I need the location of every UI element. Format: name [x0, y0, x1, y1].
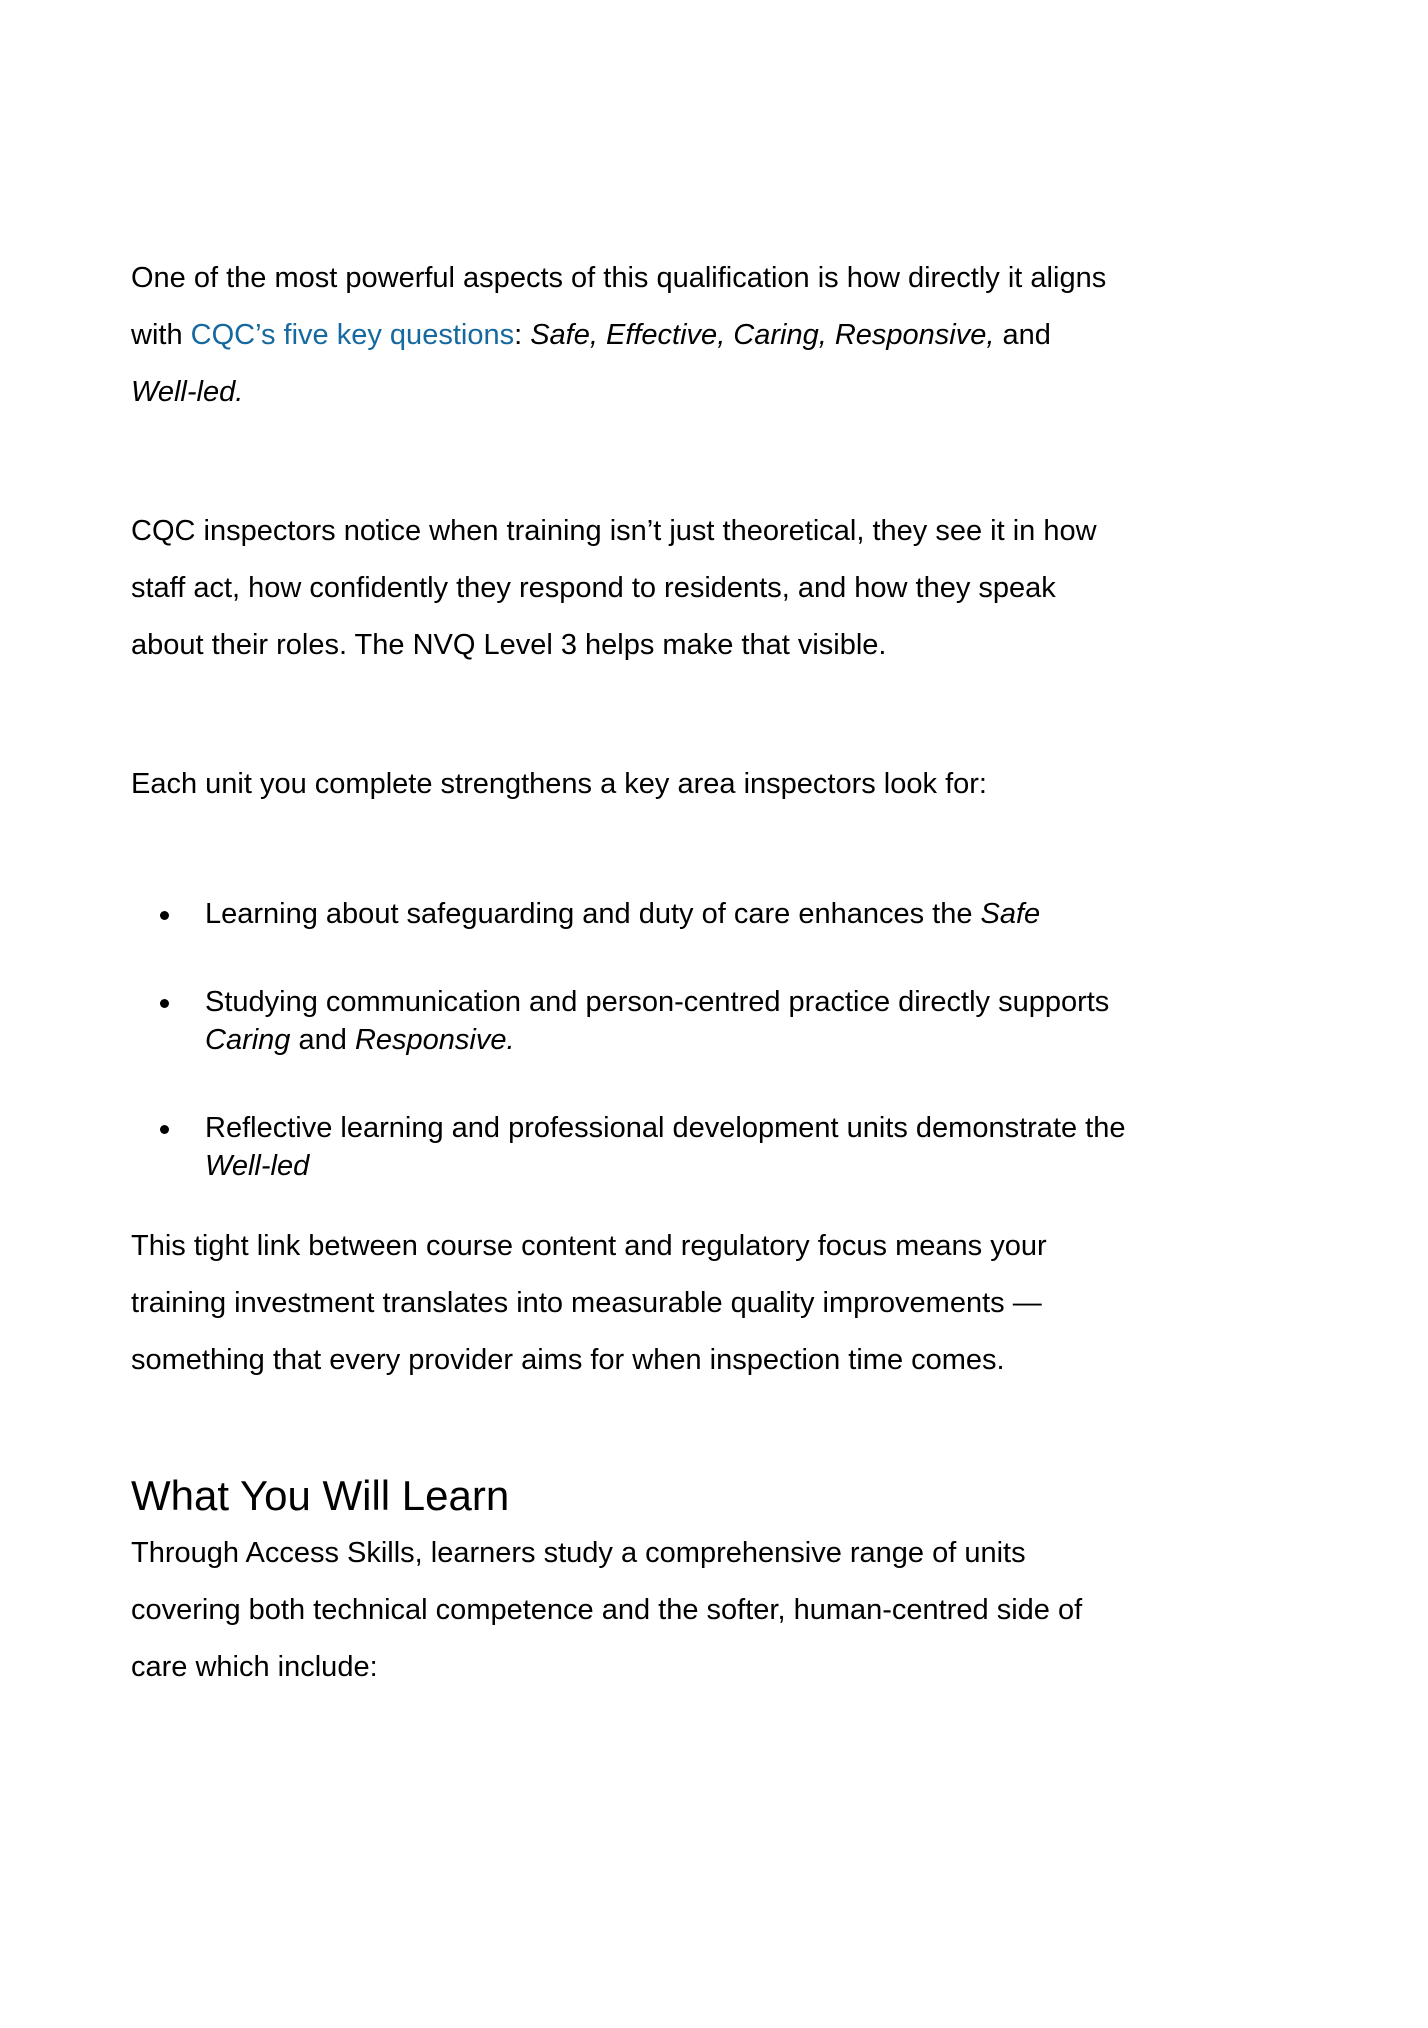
list-item	[131, 983, 1308, 1059]
body-text: Studying communication and person-centred practice directly supports	[205, 986, 1110, 1018]
emphasized-text: Safe	[980, 898, 1041, 930]
body-text: CQC inspectors notice when training isn’t just theoretical, they see it in how	[131, 515, 1097, 547]
text-line	[131, 560, 1308, 617]
body-text: training investment translates into measurable quality improvements —	[131, 1287, 1042, 1319]
text-line	[131, 307, 1308, 364]
text-line	[131, 756, 1308, 813]
text-line	[131, 1582, 1308, 1639]
section-heading	[131, 1471, 1308, 1521]
text-line	[131, 1471, 1308, 1521]
body-text: Each unit you complete strengthens a key area inspectors look for:	[131, 768, 987, 800]
body-text: One of the most powerful aspects of this qualification is how directly it aligns	[131, 262, 1107, 294]
text-line	[205, 1147, 1308, 1185]
text-line	[205, 895, 1308, 933]
text-line	[131, 1639, 1308, 1696]
body-text: staff act, how confidently they respond to residents, and how they speak	[131, 572, 1056, 604]
emphasized-text: Safe, Effective, Caring, Responsive,	[530, 319, 995, 351]
paragraph	[131, 756, 1308, 813]
body-text: Reflective learning and professional development units demonstrate the	[205, 1112, 1126, 1144]
list-item	[131, 895, 1308, 933]
paragraph	[131, 250, 1308, 421]
text-line	[131, 364, 1308, 421]
bullet-icon	[160, 911, 169, 920]
text-line	[205, 1109, 1308, 1147]
body-text: :	[514, 319, 531, 351]
body-text: covering both technical competence and the softer, human-centred side of	[131, 1594, 1083, 1626]
text-line	[131, 250, 1308, 307]
list-item	[131, 1109, 1308, 1185]
emphasized-text: Well-led.	[131, 376, 244, 408]
text-line	[205, 1021, 1308, 1059]
paragraph	[131, 1218, 1308, 1389]
emphasized-text: Well-led	[205, 1150, 310, 1182]
text-line	[131, 1332, 1308, 1389]
bullet-icon	[160, 1125, 169, 1134]
emphasized-text: Responsive.	[354, 1024, 515, 1056]
body-text: something that every provider aims for when inspection time comes.	[131, 1344, 1005, 1376]
body-text: What You Will Learn	[131, 1472, 510, 1519]
body-text: and	[290, 1024, 355, 1056]
body-text: This tight link between course content and regulatory focus means your	[131, 1230, 1047, 1262]
body-text: Learning about safeguarding and duty of care enhances the	[205, 898, 981, 930]
body-text: with	[131, 319, 191, 351]
text-line	[131, 1218, 1308, 1275]
body-text: care which include:	[131, 1651, 378, 1683]
body-text: and	[994, 319, 1051, 351]
body-text: about their roles. The NVQ Level 3 helps make that visible.	[131, 629, 887, 661]
bullet-icon	[160, 999, 169, 1008]
text-line	[205, 983, 1308, 1021]
text-line	[131, 617, 1308, 674]
text-line	[131, 503, 1308, 560]
cqc-five-key-questions-link[interactable]: CQC’s five key questions	[190, 319, 515, 351]
emphasized-text: Caring	[205, 1024, 291, 1056]
bullet-list	[131, 895, 1308, 1185]
text-line	[131, 1525, 1308, 1582]
paragraph	[131, 503, 1308, 674]
body-text: Through Access Skills, learners study a comprehensive range of units	[131, 1537, 1026, 1569]
paragraph	[131, 1525, 1308, 1696]
text-line	[131, 1275, 1308, 1332]
